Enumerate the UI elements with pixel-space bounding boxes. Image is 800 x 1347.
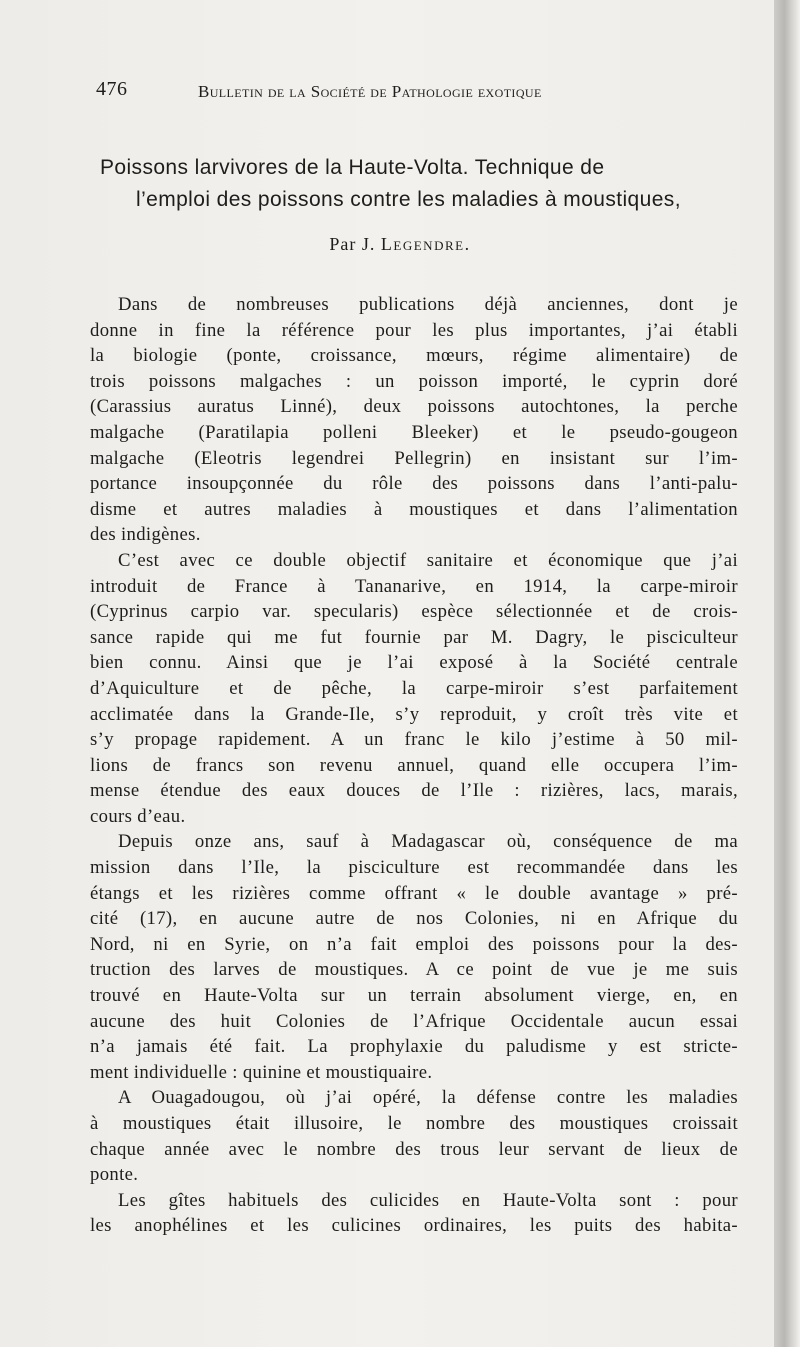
text-line: mission dans l’Ile, la pisciculture est recommandée dans les [90, 857, 738, 879]
byline-prefix: Par J. [329, 234, 376, 254]
text-line: étangs et les rizières comme offrant « le double avantage » pré- [90, 882, 738, 904]
page-header [96, 78, 656, 104]
text-line: C’est avec ce double objectif sanitaire et économique que j’ai [118, 549, 738, 571]
text-line: malgache (Paratilapia polleni Bleeker) et le pseudo-gougeon [90, 421, 738, 443]
text-line: disme et autres maladies à moustiques et dans l’alimentation [90, 498, 738, 520]
text-line: les anophélines et les culicines ordinaires, les puits des habita- [90, 1215, 738, 1237]
text-line: truction des larves de moustiques. A ce point de vue je me suis [90, 959, 738, 981]
text-line: (Carassius auratus Linné), deux poissons autochtones, la perche [90, 396, 738, 418]
text-line: n’a jamais été fait. La prophylaxie du paludisme y est stricte- [90, 1036, 738, 1058]
text-line: acclimatée dans la Grande-Ile, s’y reproduit, y croît très vite et [90, 703, 738, 725]
text-line: d’Aquiculture et de pêche, la carpe-miroir s’est parfaitement [90, 677, 738, 699]
text-line: ment individuelle : quinine et moustiquaire. [90, 1061, 433, 1083]
text-line: chaque année avec le nombre des trous leur servant de lieux de [90, 1138, 738, 1160]
article-title-line-2: l’emploi des poissons contre les maladies à moustiques, [136, 188, 681, 211]
text-line: trois poissons malgaches : un poisson importé, le cyprin doré [90, 370, 738, 392]
article-title [100, 152, 760, 216]
byline-author: Legendre. [380, 234, 471, 254]
article-body [90, 292, 738, 1239]
text-line: s’y propage rapidement. A un franc le kilo j’estime à 50 mil- [90, 729, 738, 751]
text-line: introduit de France à Tananarive, en 1914, la carpe-miroir [90, 575, 738, 597]
text-line: lions de francs son revenu annuel, quand elle occupera l’im- [90, 754, 738, 776]
text-line: aucune des huit Colonies de l’Afrique Occidentale aucun essai [90, 1010, 738, 1032]
text-line: cité (17), en aucune autre de nos Colonies, ni en Afrique du [90, 908, 738, 930]
page-number: 476 [96, 78, 128, 100]
running-head: Bulletin de la Société de Pathologie exotique [198, 82, 542, 101]
text-line: sance rapide qui me fut fournie par M. Dagry, le pisciculteur [90, 626, 738, 648]
article-title-line-1: Poissons larvivores de la Haute-Volta. Technique de [100, 156, 605, 179]
text-line: la biologie (ponte, croissance, mœurs, régime alimentaire) de [90, 345, 738, 367]
text-line: Depuis onze ans, sauf à Madagascar où, conséquence de ma [118, 831, 738, 853]
text-line: Dans de nombreuses publications déjà anciennes, dont je [118, 294, 738, 315]
page-edge-shadow [774, 0, 800, 1347]
text-line: bien connu. Ainsi que je l’ai exposé à la Société centrale [90, 652, 738, 674]
text-line: cours d’eau. [90, 805, 186, 827]
text-line: Nord, ni en Syrie, on n’a fait emploi des poissons pour la des- [90, 933, 738, 955]
text-line: trouvé en Haute-Volta sur un terrain absolument vierge, en, en [90, 985, 738, 1007]
text-line: ponte. [90, 1164, 139, 1186]
text-line: Les gîtes habituels des culicides en Haute-Volta sont : pour [118, 1189, 738, 1211]
text-line: à moustiques était illusoire, le nombre des moustiques croissait [90, 1113, 738, 1134]
text-line: malgache (Eleotris legendrei Pellegrin) en insistant sur l’im- [90, 447, 738, 469]
text-line: portance insoupçonnée du rôle des poissons dans l’anti-palu- [90, 473, 738, 495]
text-line: donne in fine la référence pour les plus importantes, j’ai établi [90, 319, 738, 341]
byline [0, 234, 800, 255]
text-line: (Cyprinus carpio var. specularis) espèce sélectionnée et de crois- [90, 601, 738, 623]
text-line: des indigènes. [90, 524, 201, 546]
text-line: mense étendue des eaux douces de l’Ile : rizières, lacs, marais, [90, 780, 738, 802]
text-line: A Ouagadougou, où j’ai opéré, la défense contre les maladies [118, 1087, 738, 1109]
